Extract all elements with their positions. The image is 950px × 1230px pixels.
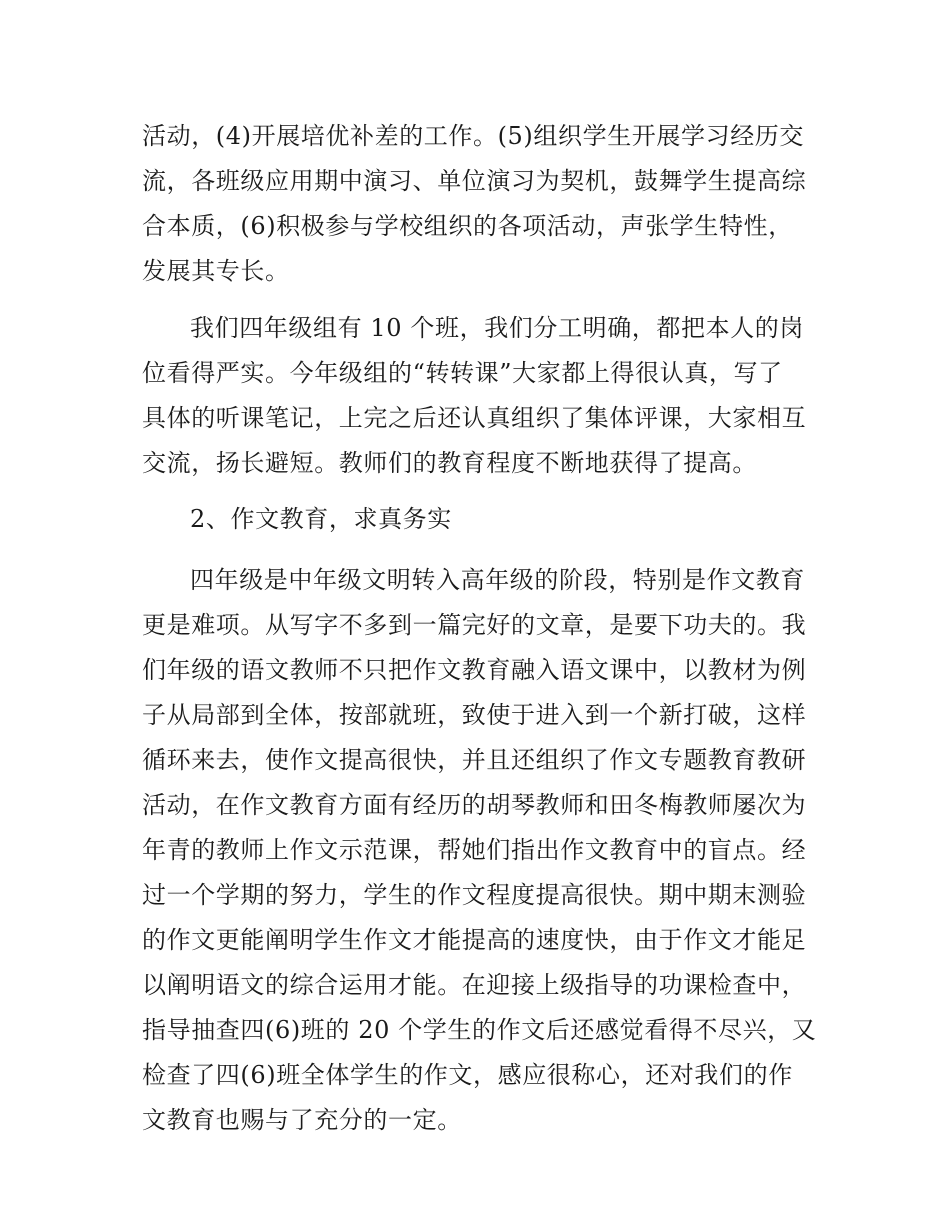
paragraph-line: 检查了四(6)班全体学生的作文，感应很称心，还对我们的作 xyxy=(142,1061,793,1089)
paragraph-line: 流，各班级应用期中演习、单位演习为契机，鼓舞学生提高综 xyxy=(142,167,807,195)
paragraph-line: 文教育也赐与了充分的一定。 xyxy=(142,1106,462,1134)
paragraph-line: 子从局部到全体，按部就班，致使于进入到一个新打破，这样 xyxy=(142,701,807,729)
paragraph-line: 位看得严实。今年级组的“转转课”大家都上得很认真，写了 xyxy=(142,359,783,387)
paragraph-2 xyxy=(142,306,812,486)
paragraph-line: 年青的教师上作文示范课，帮她们指出作文教育中的盲点。经 xyxy=(142,836,807,864)
paragraph-line: 合本质，(6)积极参与学校组织的各项活动，声张学生特性， xyxy=(142,212,793,240)
paragraph-line: 我们四年级组有 10 个班，我们分工明确，都把本人的岗 xyxy=(190,314,804,342)
paragraph-line: 四年级是中年级文明转入高年级的阶段，特别是作文教育 xyxy=(190,566,805,594)
paragraph-line: 发展其专长。 xyxy=(142,257,290,285)
paragraph-line: 更是难项。从写字不多到一篇完好的文章，是要下功夫的。我 xyxy=(142,611,807,639)
paragraph-3 xyxy=(142,558,817,1143)
paragraph-line: 指导抽查四(6)班的 20 个学生的作文后还感觉看得不尽兴，又 xyxy=(142,1016,817,1044)
section-heading-text: 2、作文教育，求真务实 xyxy=(190,505,452,533)
paragraph-line: 们年级的语文教师不只把作文教育融入语文课中，以教材为例 xyxy=(142,656,807,684)
paragraph-line: 的作文更能阐明学生作文才能提高的速度快，由于作文才能足 xyxy=(142,926,807,954)
section-heading xyxy=(142,497,812,542)
paragraph-line: 活动，(4)开展培优补差的工作。(5)组织学生开展学习经历交 xyxy=(142,122,804,150)
paragraph-line: 交流，扬长避短。教师们的教育程度不断地获得了提高。 xyxy=(142,449,757,477)
paragraph-line: 循环来去，使作文提高很快，并且还组织了作文专题教育教研 xyxy=(142,746,807,774)
paragraph-line: 活动，在作文教育方面有经历的胡琴教师和田冬梅教师屡次为 xyxy=(142,791,807,819)
paragraph-line: 具体的听课笔记，上完之后还认真组织了集体评课，大家相互 xyxy=(142,404,807,432)
paragraph-1 xyxy=(142,114,812,294)
paragraph-line: 以阐明语文的综合运用才能。在迎接上级指导的功课检查中， xyxy=(142,971,807,999)
paragraph-line: 过一个学期的努力，学生的作文程度提高很快。期中期末测验 xyxy=(142,881,807,909)
